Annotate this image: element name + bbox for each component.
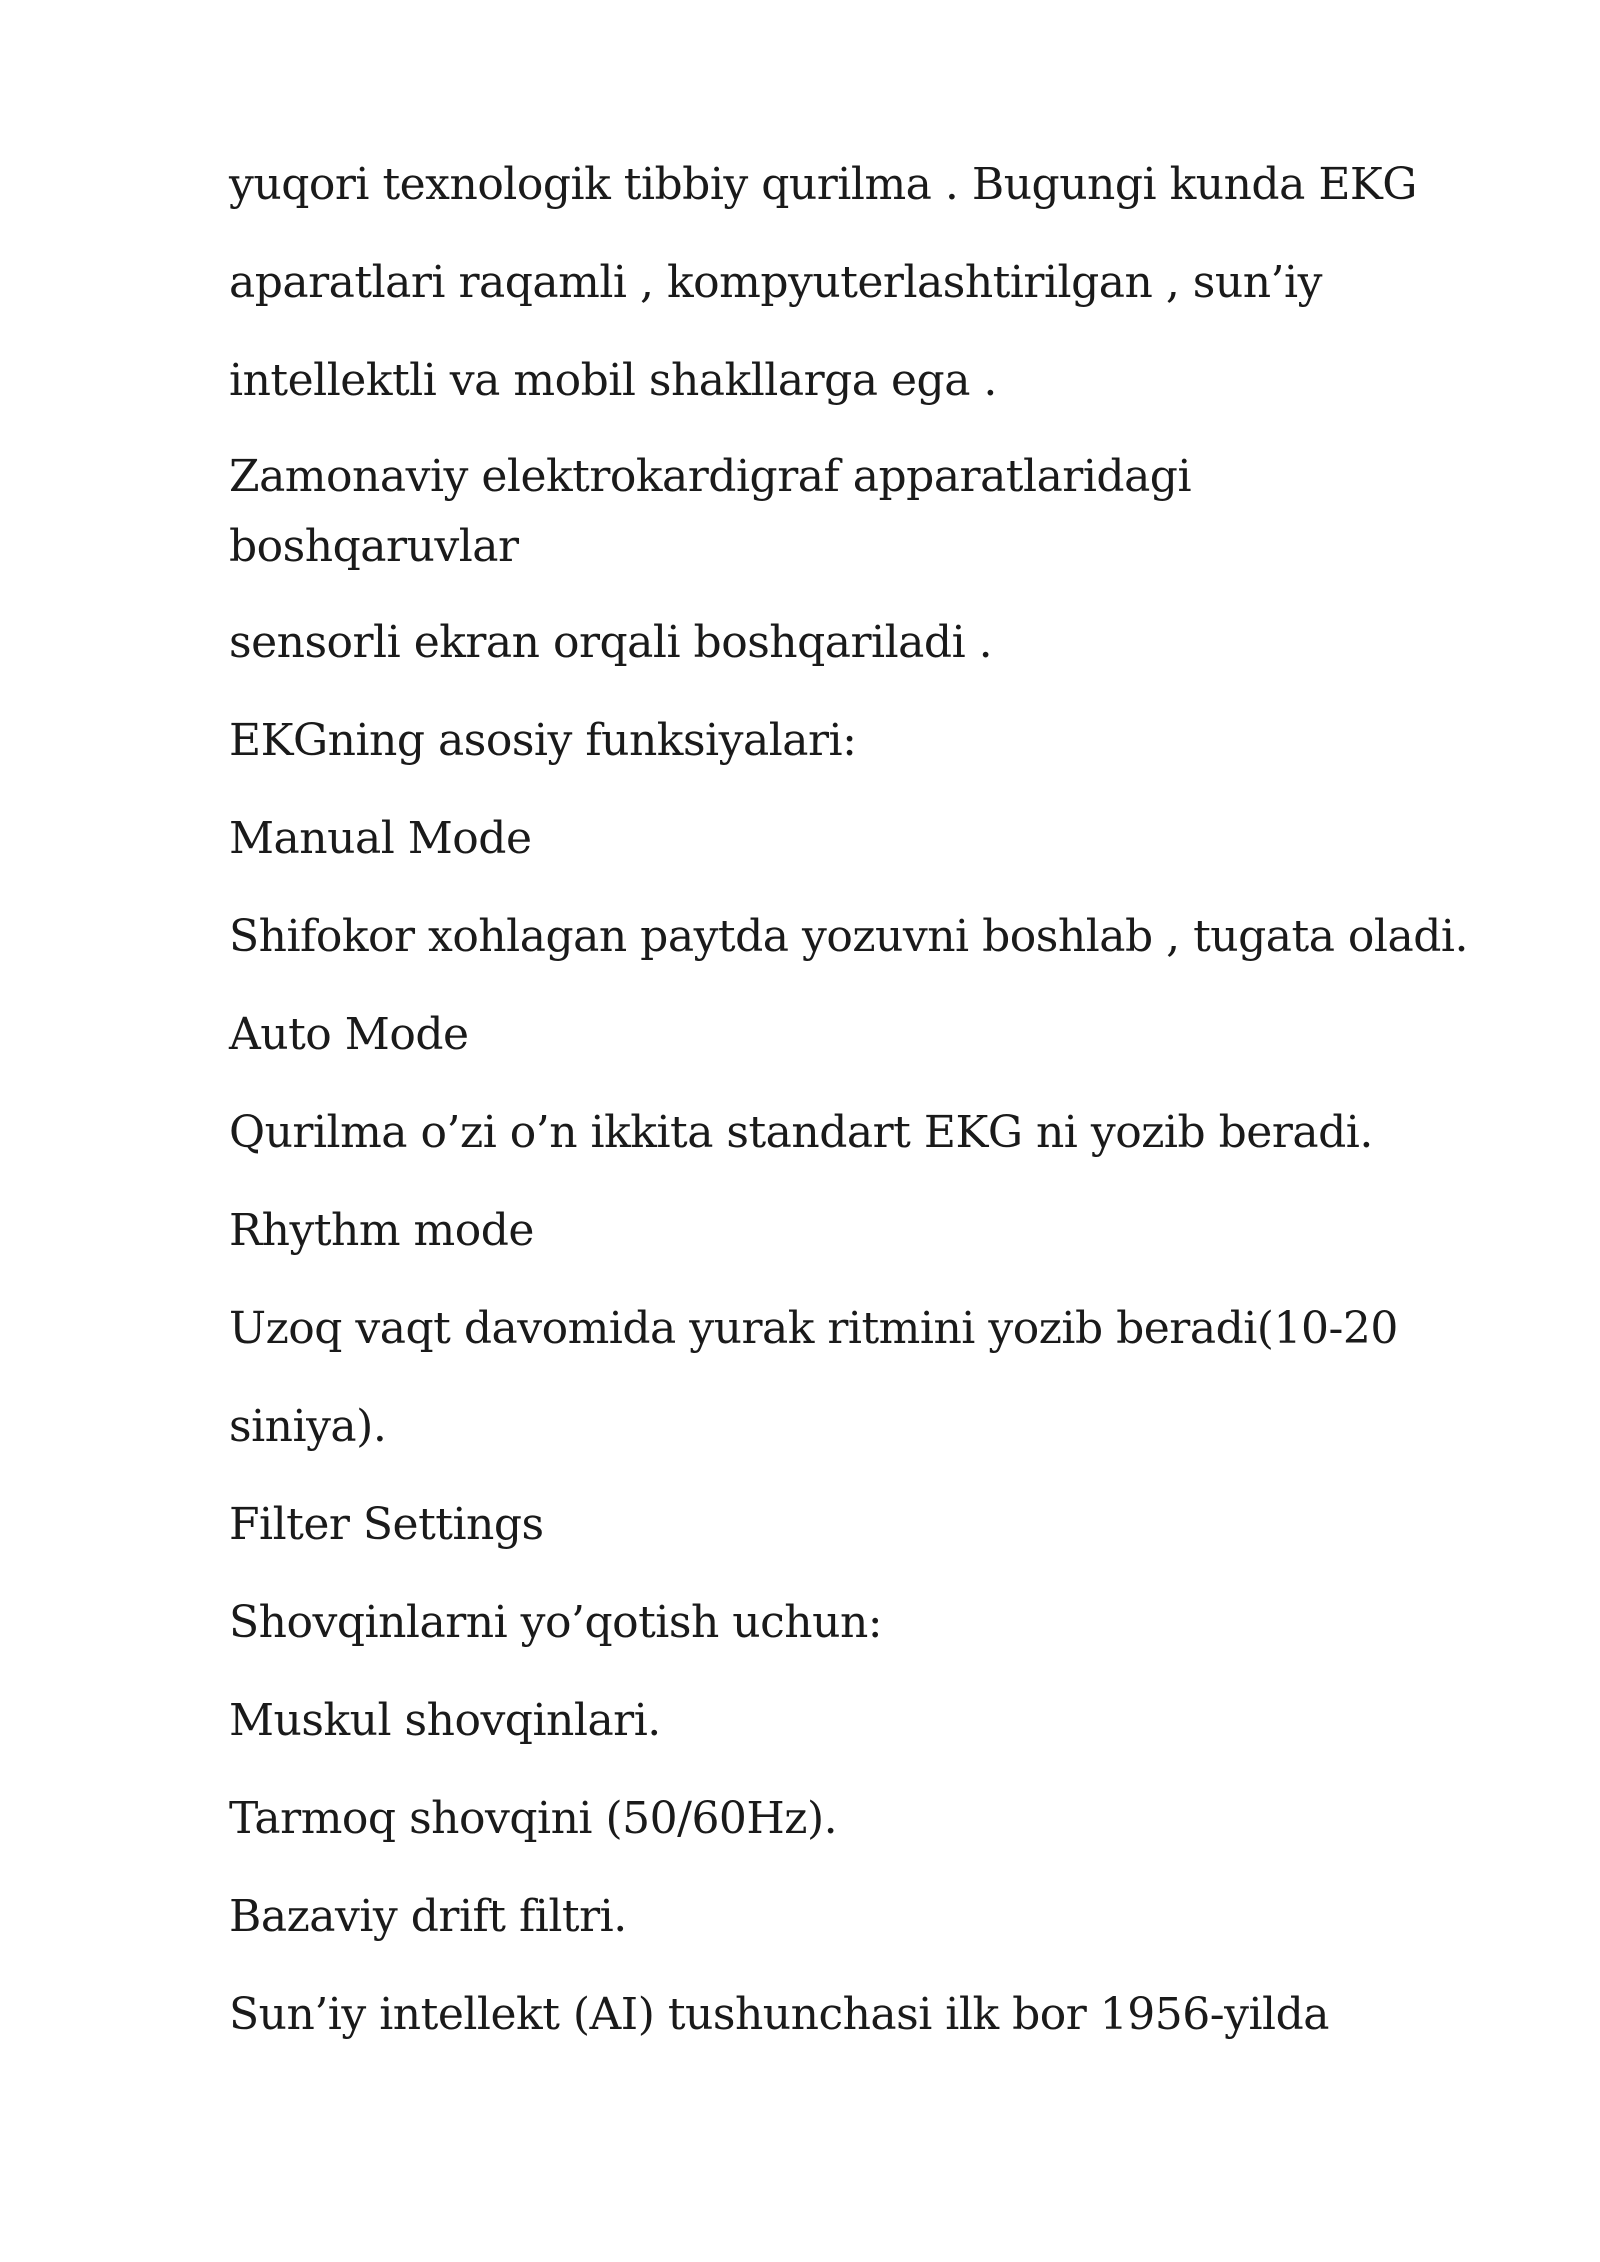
text-line: Qurilma o’zi o’n ikkita standart EKG ni yozib beradi. <box>229 1107 1373 1158</box>
text-line: Muskul shovqinlari. <box>229 1695 661 1746</box>
text-line: aparatlari raqamli , kompyuterlashtirilgan , sun’iy <box>229 257 1322 308</box>
text-line: Bazaviy drift filtri. <box>229 1891 627 1942</box>
text-line: Tarmoq shovqini (50/60Hz). <box>229 1793 838 1844</box>
text-line: Sun’iy intellekt (AI) tushunchasi ilk bor 1956-yilda <box>229 1989 1330 2040</box>
section-heading: Rhythm mode <box>229 1205 534 1256</box>
text-line: Uzoq vaqt davomida yurak ritmini yozib beradi(10-20 <box>229 1303 1398 1354</box>
text-line: yuqori texnologik tibbiy qurilma . Bugungi kunda EKG <box>229 159 1417 210</box>
text-line: siniya). <box>229 1401 387 1452</box>
text-line: boshqaruvlar <box>229 521 519 572</box>
text-line: sensorli ekran orqali boshqariladi . <box>229 617 993 668</box>
section-heading: Filter Settings <box>229 1499 544 1550</box>
text-line: intellektli va mobil shakllarga ega . <box>229 355 997 406</box>
section-heading: Manual Mode <box>229 813 532 864</box>
section-heading: Auto Mode <box>229 1009 469 1060</box>
text-line: Shifokor xohlagan paytda yozuvni boshlab , tugata oladi. <box>229 911 1468 962</box>
text-line: Shovqinlarni yo’qotish uchun: <box>229 1597 883 1648</box>
section-heading: EKGning asosiy funksiyalari: <box>229 715 857 766</box>
text-line: Zamonaviy elektrokardigraf apparatlaridagi <box>229 451 1192 502</box>
